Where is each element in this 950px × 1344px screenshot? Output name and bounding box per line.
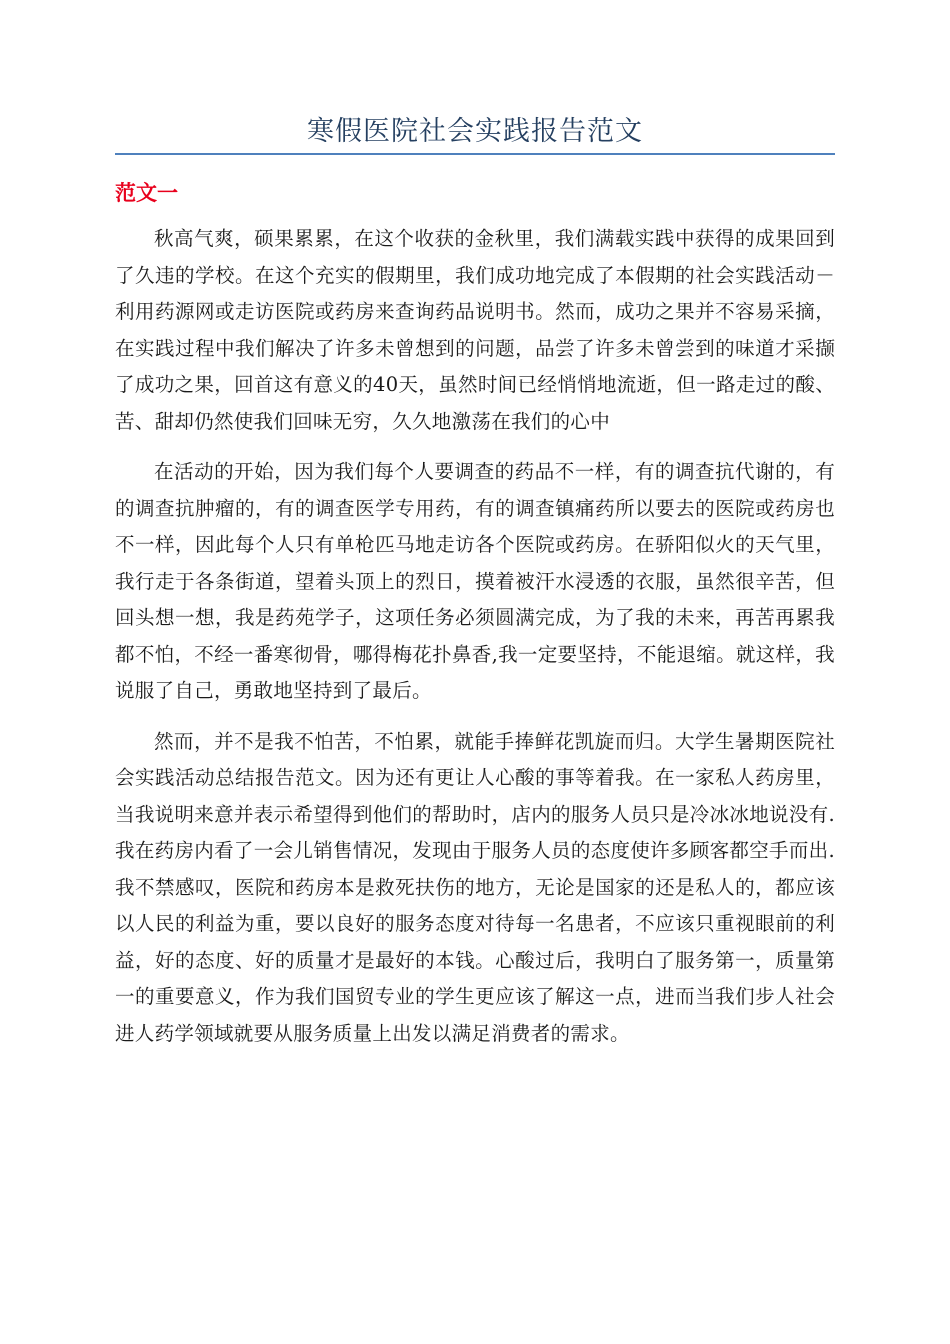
title-underline bbox=[115, 153, 835, 155]
paragraph-2: 在活动的开始，因为我们每个人要调查的药品不一样，有的调查抗代谢的，有的调查抗肿瘤的，有的调查医学专用药，有的调查镇痛药所以要去的医院或药房也不一样，因此每个人只有单枪匹马地走访各个医院或药房。在骄阳似火的天气里，我行走于各条街道，望着头顶上的烈日，摸着被汗水浸透的衣服，虽然很辛苦，但回头想一想，我是药苑学子，这项任务必须圆满完成，为了我的未来，再苦再累我都不怕，不经一番寒彻骨，哪得梅花扑鼻香,我一定要坚持，不能退缩。就这样，我说服了自己，勇敢地坚持到了最后。 bbox=[115, 460, 835, 702]
body-text bbox=[115, 221, 835, 1066]
paragraph-3: 然而，并不是我不怕苦，不怕累，就能手捧鲜花凯旋而归。大学生暑期医院社会实践活动总结报告范文。因为还有更让人心酸的事等着我。在一家私人药房里，当我说明来意并表示希望得到他们的帮助时，店内的服务人员只是冷冰冰地说没有.我在药房内看了一会儿销售情况，发现由于服务人员的态度使许多顾客都空手而出.我不禁感叹，医院和药房本是救死扶伤的地方，无论是国家的还是私人的，都应该以人民的利益为重，要以良好的服务态度对待每一名患者，不应该只重视眼前的利益，好的态度、好的质量才是最好的本钱。心酸过后，我明白了服务第一，质量第一的重要意义，作为我们国贸专业的学生更应该了解这一点，进而当我们步人社会进人药学领域就要从服务质量上出发以满足消费者的需求。 bbox=[115, 729, 835, 1045]
section-heading: 范文一 bbox=[115, 181, 178, 205]
document-title: 寒假医院社会实践报告范文 bbox=[307, 116, 643, 147]
paragraph-1: 秋高气爽，硕果累累，在这个收获的金秋里，我们满载实践中获得的成果回到了久违的学校。在这个充实的假期里，我们成功地完成了本假期的社会实践活动－利用药源网或走访医院或药房来查询药品说明书。然而，成功之果并不容易采摘，在实践过程中我们解决了许多未曾想到的问题，品尝了许多未曾尝到的味道才采撷了成功之果，回首这有意义的40天，虽然时间已经悄悄地流逝，但一路走过的酸、苦、甜却仍然使我们回味无穷，久久地激荡在我们的心中 bbox=[115, 227, 835, 433]
